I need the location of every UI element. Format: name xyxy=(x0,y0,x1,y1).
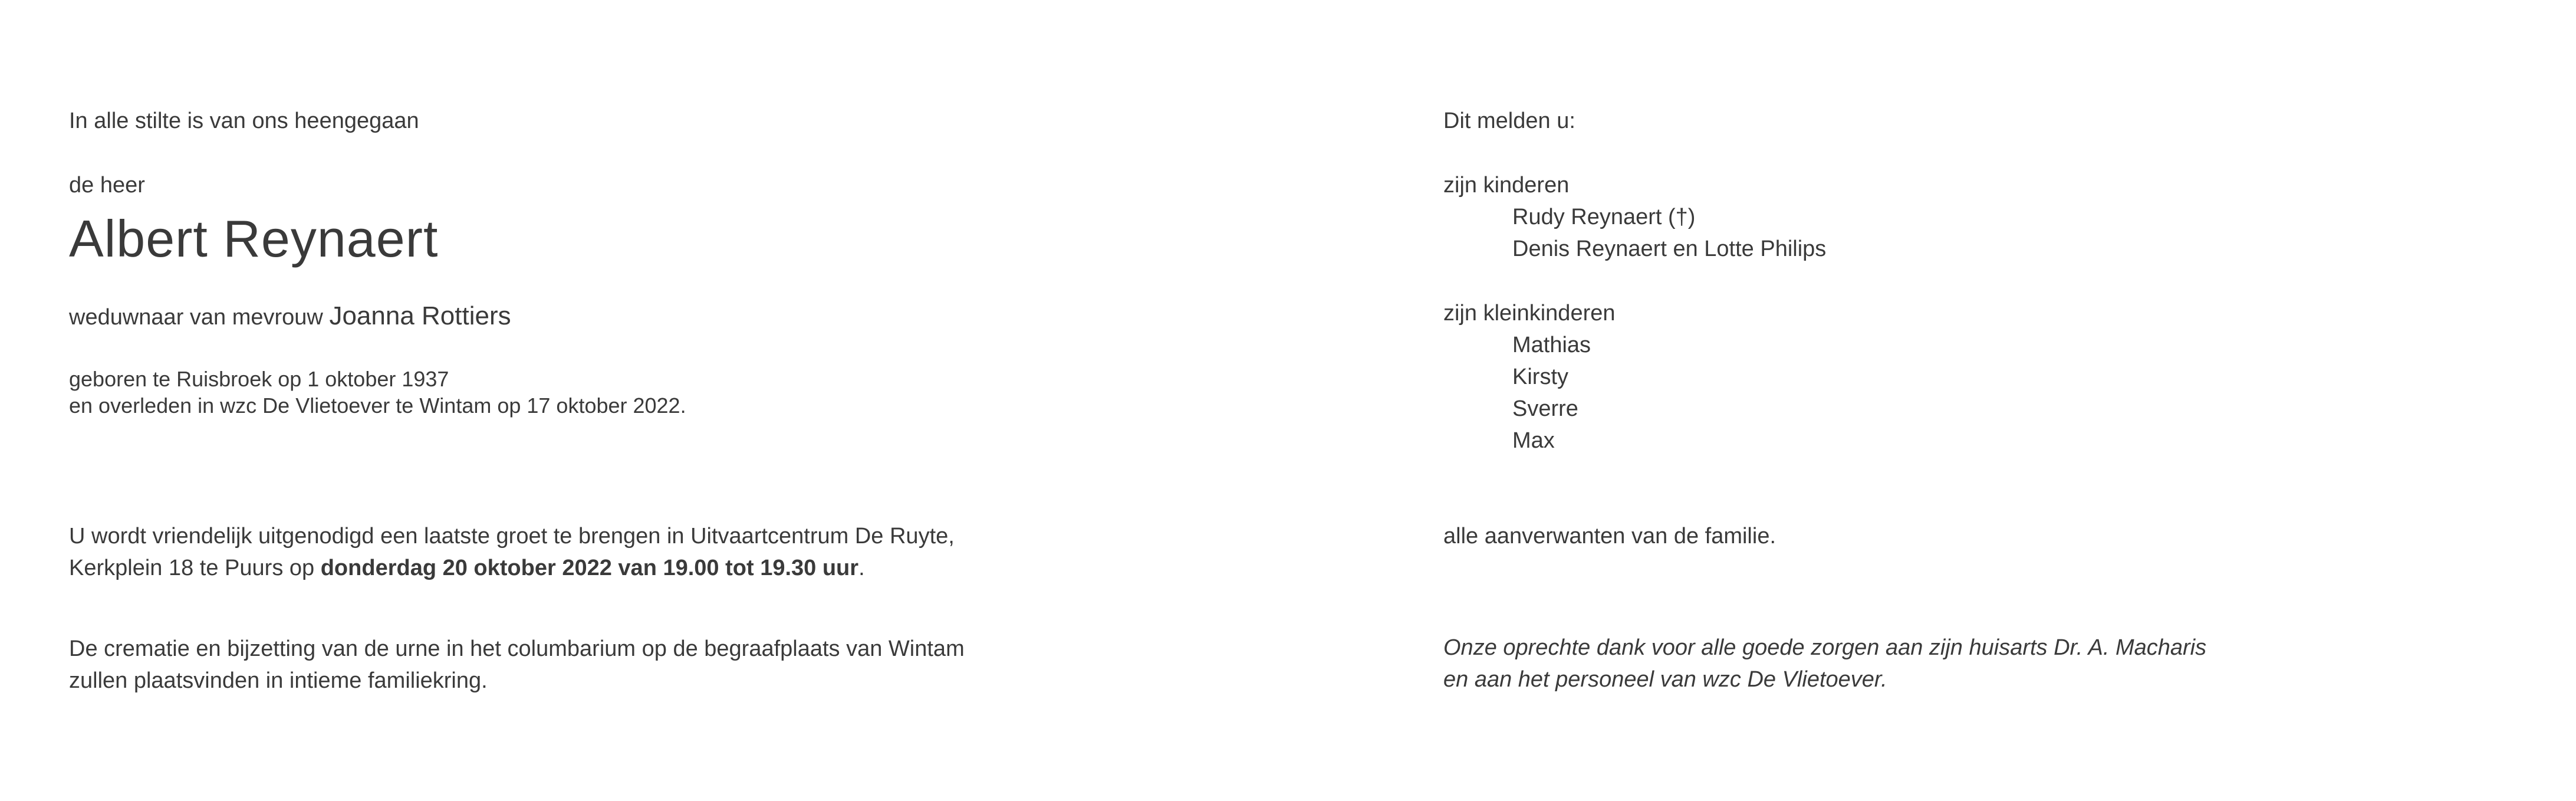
intro-text: In alle stilte is van ons heengegaan xyxy=(69,109,419,133)
grandchild-4: Max xyxy=(1512,428,1555,453)
grandchild-1: Mathias xyxy=(1512,333,1591,357)
announce-text: Dit melden u: xyxy=(1443,109,1575,133)
grandchild-3: Sverre xyxy=(1512,396,1578,421)
deceased-name: Albert Reynaert xyxy=(69,209,439,268)
invite-date: donderdag 20 oktober 2022 van 19.00 tot 19.30 uur xyxy=(320,556,859,580)
grandchildren-label: zijn kleinkinderen xyxy=(1443,301,1616,326)
invite-prefix: Kerkplein 18 te Puurs op xyxy=(69,556,315,580)
grandchild-2: Kirsty xyxy=(1512,365,1568,389)
widower-name: Joanna Rottiers xyxy=(329,301,511,330)
invite-line-2 xyxy=(69,552,865,584)
invite-line-1: U wordt vriendelijk uitgenodigd een laatste groet te brengen in Uitvaartcentrum De Ruyte, xyxy=(69,524,955,549)
widower-line xyxy=(69,300,511,333)
death-line: en overleden in wzc De Vlietoever te Wintam op 17 oktober 2022. xyxy=(69,393,686,418)
title-text: de heer xyxy=(69,173,145,198)
cremation-line-1: De crematie en bijzetting van de urne in het columbarium op de begraafplaats van Wintam xyxy=(69,636,965,661)
invite-suffix: . xyxy=(858,556,865,580)
thanks-line-1: Onze oprechte dank voor alle goede zorgen aan zijn huisarts Dr. A. Macharis xyxy=(1443,635,2207,660)
cremation-line-2: zullen plaatsvinden in intieme familiekring. xyxy=(69,668,488,693)
thanks-line-2: en aan het personeel van wzc De Vlietoever. xyxy=(1443,667,1887,692)
birth-line: geboren te Ruisbroek op 1 oktober 1937 xyxy=(69,367,449,391)
child-2: Denis Reynaert en Lotte Philips xyxy=(1512,237,1827,261)
child-1: Rudy Reynaert (†) xyxy=(1512,205,1696,229)
children-label: zijn kinderen xyxy=(1443,173,1570,198)
relatives-text: alle aanverwanten van de familie. xyxy=(1443,524,1776,549)
widower-prefix: weduwnaar van mevrouw xyxy=(69,305,323,330)
